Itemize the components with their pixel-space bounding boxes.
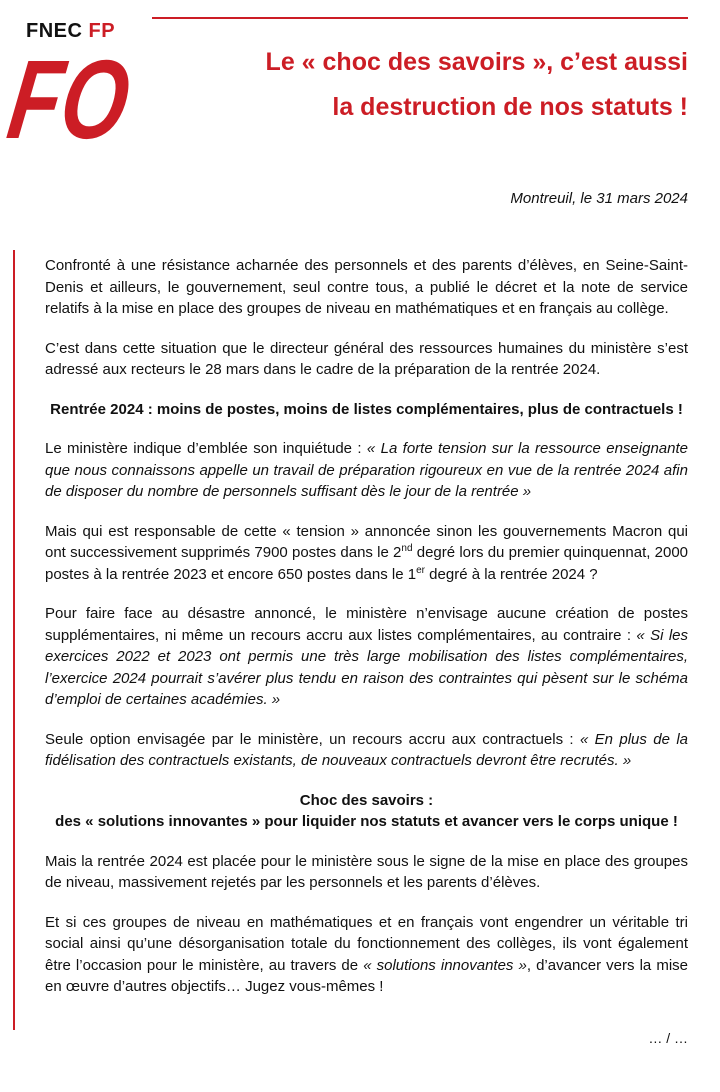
left-red-rule <box>13 250 15 1030</box>
quote-text: « En plus de la fidélisation des contractuels existants, de nouveaux contractuels devront être recrutés. » <box>45 730 688 769</box>
fnec-fp-fo-logo <box>1 20 175 162</box>
paragraph-6: Seule option envisagée par le ministère, un recours accru aux contractuels : « En plus de la fidélisation des contractuels existants, de nouveaux contractuels devront être recrutés. » <box>45 730 688 769</box>
title-line-1: Le « choc des savoirs », c’est aussi <box>265 48 688 76</box>
fo-logo-mark <box>1 36 175 162</box>
section-heading-1: Rentrée 2024 : moins de postes, moins de listes complémentaires, plus de contractuels ! <box>50 400 683 418</box>
quote-text: « solutions innovantes » <box>363 956 527 974</box>
svg-text:FO: FO <box>1 36 175 162</box>
paragraph-4: Mais qui est responsable de cette « tension » annoncée sinon les gouvernements Macron qui ont successivement supprimés 7900 postes dans le 2nd degré lors du premier quinquennat, 2000 postes à la rentrée 2023 et encore 650 postes dans le 1er degré à la rentrée 2024 ? <box>45 522 689 583</box>
paragraph-5: Pour faire face au désastre annoncé, le ministère n’envisage aucune création de postes supplémentaires, ni même un recours accru aux listes complémentaires, au contraire : « Si les exercices 2022 et 2023 ont permis une très large mobilisation des listes complémentaires, l’exercice 2024 pourrait s’avérer plus tendu en raison des contraintes qui pèsent sur le schéma d’emploi de certaines académies. » <box>45 605 688 708</box>
top-red-rule <box>152 17 688 19</box>
logo-org-name: FNEC FP <box>26 20 116 42</box>
section-heading-2: Choc des savoirs : des « solutions innovantes » pour liquider nos statuts et avancer vers le corps unique ! <box>55 791 678 830</box>
continuation-marker: … / … <box>648 1030 688 1046</box>
paragraph-2: C’est dans cette situation que le directeur général des ressources humaines du ministère s’est adressé aux recteurs le 28 mars dans le cadre de la préparation de la rentrée 2024. <box>45 339 688 378</box>
paragraph-3: Le ministère indique d’emblée son inquiétude : « La forte tension sur la ressource enseignante que nous connaissons appelle un travail de préparation rigoureux en vue de la rentrée 2024 afin de disposer du nombre de personnels suffisant dès le jour de la rentrée » <box>45 440 688 500</box>
document-body <box>45 255 688 1016</box>
document-title <box>128 40 688 130</box>
paragraph-7: Mais la rentrée 2024 est placée pour le ministère sous le signe de la mise en place des groupes de niveau, massivement rejetés par les personnels et les parents d’élèves. <box>45 852 688 891</box>
quote-text: « La forte tension sur la ressource enseignante que nous connaissons appelle un travail de préparation rigoureux en vue de la rentrée 2024 afin de disposer du nombre de personnels suffisant dès le jour de la rentrée » <box>45 440 688 500</box>
paragraph-8: Et si ces groupes de niveau en mathématiques et en français vont engendrer un véritable tri social ainsi qu’une désorganisation totale du fonctionnement des collèges, ils vont également être l’occasion pour le ministère, au travers de « solutions innovantes », d’avancer vers la mise en œuvre d’autres objectifs… Jugez vous-mêmes ! <box>45 913 689 995</box>
dateline: Montreuil, le 31 mars 2024 <box>510 190 688 207</box>
title-line-2: la destruction de nos statuts ! <box>332 93 688 121</box>
quote-text: « Si les exercices 2022 et 2023 ont permis une très large mobilisation des listes complémentaires, l’exercice 2024 pourrait s’avérer plus tendu en raison des contraintes qui pèsent sur le schéma d’emploi de certaines académies. » <box>45 626 688 708</box>
paragraph-1: Confronté à une résistance acharnée des personnels et des parents d’élèves, en Seine-Saint-Denis et ailleurs, le gouvernement, seul contre tous, a publié le décret et la note de service relatifs à la mise en place des groupes de niveau en mathématiques et en français au collège. <box>45 257 688 317</box>
